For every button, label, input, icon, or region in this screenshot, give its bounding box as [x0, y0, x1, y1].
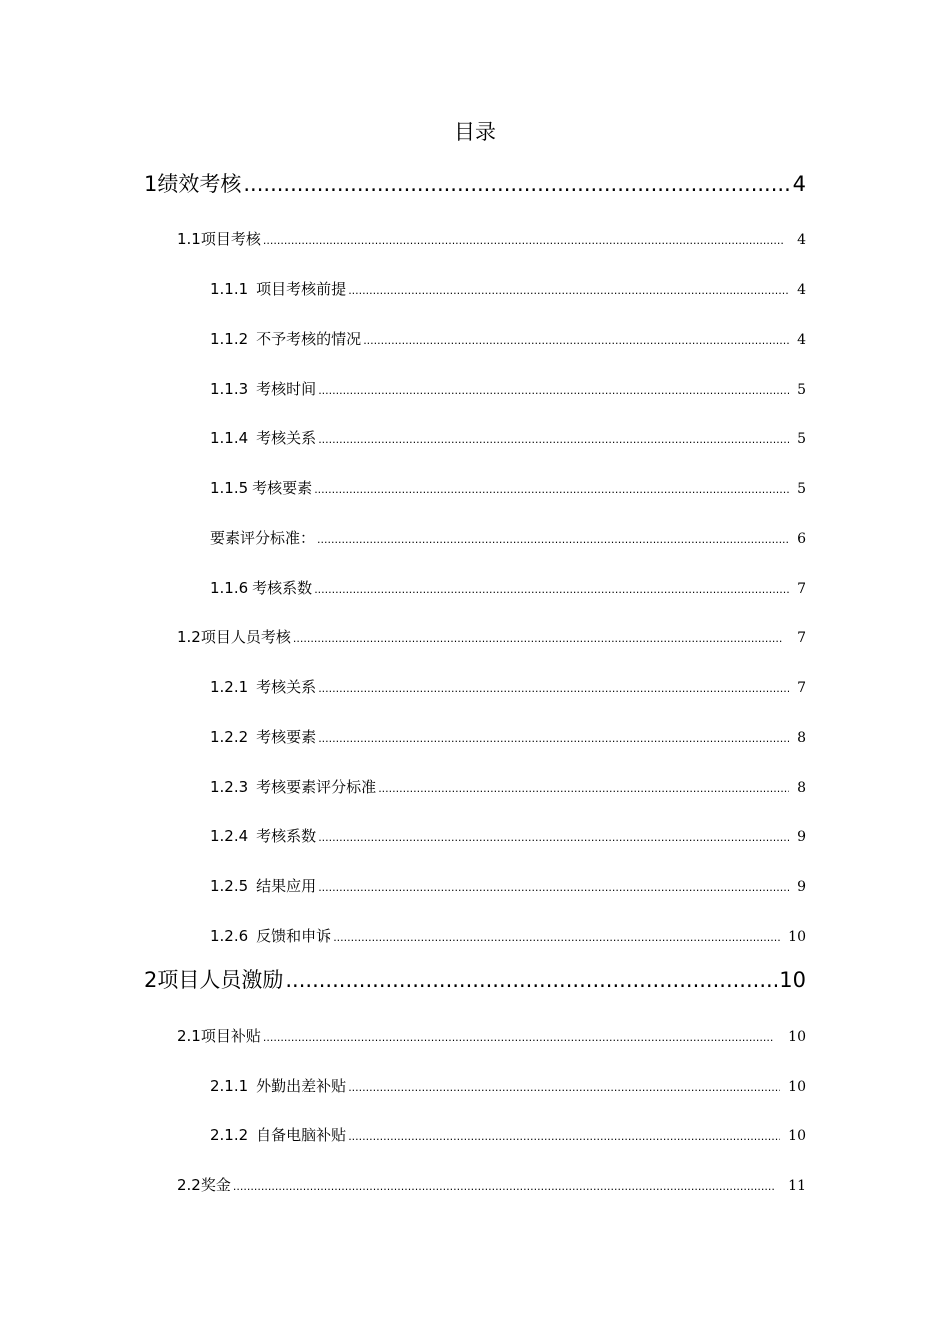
toc-entry-level3[interactable] — [210, 1124, 806, 1145]
toc-entry-number: 1.2.5 — [210, 877, 249, 895]
dot-leader — [285, 968, 777, 992]
dot-leader — [318, 881, 789, 894]
toc-entry-page: 8 — [797, 730, 806, 746]
toc-entry-level3[interactable] — [210, 676, 806, 697]
toc-entry-page: 6 — [797, 531, 806, 547]
dot-leader — [318, 831, 789, 844]
toc-entry-level2[interactable] — [177, 626, 806, 647]
toc-entry-page: 7 — [797, 581, 806, 597]
dot-leader — [293, 632, 783, 645]
toc-entry-level3[interactable] — [210, 477, 806, 498]
toc-entry-level2[interactable] — [177, 1025, 806, 1046]
dot-leader — [318, 433, 789, 446]
toc-title: 目录 — [454, 120, 496, 144]
toc-entry-page: 11 — [788, 1178, 806, 1194]
toc-entry-label: 奖金 — [200, 1176, 231, 1194]
toc-entry-level3[interactable] — [210, 328, 806, 349]
toc-entry-label: 考核时间 — [256, 380, 317, 398]
toc-entry-label: 项目考核前提 — [256, 280, 347, 298]
toc-entry-number: 1.1.6 — [210, 579, 249, 597]
toc-entry-level2[interactable] — [177, 228, 806, 249]
dot-leader — [348, 1081, 780, 1094]
toc-entry-page: 10 — [788, 929, 806, 945]
dot-leader — [233, 1180, 774, 1193]
toc-entry-number: 1.2.1 — [210, 678, 249, 696]
toc-entry-page: 10 — [779, 968, 806, 992]
toc-entry-page: 5 — [797, 431, 806, 447]
toc-entry-label: 项目人员激励 — [157, 968, 284, 992]
toc-entry-level1[interactable] — [144, 964, 806, 994]
toc-entry-number: 1.1.4 — [210, 429, 249, 447]
toc-entry-page: 5 — [797, 382, 806, 398]
toc-entry-page: 4 — [797, 232, 806, 248]
dot-leader — [318, 682, 789, 695]
toc-entry-number: 1.2.3 — [210, 778, 249, 796]
toc-entry-number: 2.2 — [177, 1176, 201, 1194]
toc-entry-label: 结果应用 — [256, 877, 317, 895]
toc-entry-level3[interactable] — [210, 527, 806, 548]
toc-entry-level3[interactable] — [210, 577, 806, 598]
toc-entry-number: 1 — [144, 172, 158, 196]
toc-entry-number: 1.2.2 — [210, 728, 249, 746]
dot-leader — [317, 533, 789, 546]
toc-entry-level3[interactable] — [210, 776, 806, 797]
toc-entry-number: 2.1 — [177, 1027, 201, 1045]
toc-entry-level3[interactable] — [210, 427, 806, 448]
toc-entry-label: 考核系数 — [256, 827, 317, 845]
toc-entry-label: 自备电脑补贴 — [256, 1126, 347, 1144]
toc-entry-number: 1.2.6 — [210, 927, 249, 945]
toc-entry-label: 项目考核 — [200, 230, 261, 248]
dot-leader — [314, 583, 789, 596]
dot-leader — [363, 334, 789, 347]
dot-leader — [243, 172, 790, 196]
toc-entry-label: 反馈和申诉 — [256, 927, 332, 945]
toc-entry-page: 10 — [788, 1029, 806, 1045]
dot-leader — [348, 1130, 780, 1143]
toc-entry-label: 要素评分标准： — [210, 529, 316, 547]
dot-leader — [263, 1031, 774, 1044]
toc-entry-number: 1.1.1 — [210, 280, 249, 298]
toc-entry-level3[interactable] — [210, 1075, 806, 1096]
toc-entry-page: 8 — [797, 780, 806, 796]
toc-entry-page: 10 — [788, 1079, 806, 1095]
toc-entry-label: 项目人员考核 — [200, 628, 291, 646]
toc-entry-number: 2 — [144, 968, 158, 992]
toc-entry-level3[interactable] — [210, 825, 806, 846]
toc-entry-page: 4 — [797, 332, 806, 348]
dot-leader — [263, 234, 783, 247]
dot-leader — [318, 732, 789, 745]
toc-entry-page: 10 — [788, 1128, 806, 1144]
toc-entry-level3[interactable] — [210, 925, 806, 946]
toc-entry-page: 4 — [792, 172, 806, 196]
toc-entry-label: 绩效考核 — [157, 172, 242, 196]
toc-entry-label: 考核要素 — [256, 728, 317, 746]
toc-entry-page: 5 — [797, 481, 806, 497]
toc-entry-number: 1.1.3 — [210, 380, 249, 398]
toc-entry-number: 1.1.2 — [210, 330, 249, 348]
toc-entry-level3[interactable] — [210, 726, 806, 747]
toc-entry-level1[interactable] — [144, 168, 806, 198]
toc-entry-page: 7 — [797, 630, 806, 646]
toc-entry-label: 考核要素评分标准 — [256, 778, 377, 796]
dot-leader — [348, 284, 789, 297]
dot-leader — [333, 931, 780, 944]
toc-entry-label: 考核关系 — [256, 429, 317, 447]
toc-entry-label: 考核关系 — [256, 678, 317, 696]
toc-entry-number: 1.2.4 — [210, 827, 249, 845]
toc-entry-level3[interactable] — [210, 875, 806, 896]
toc-entry-label: 外勤出差补贴 — [256, 1077, 347, 1095]
toc-entry-page: 9 — [797, 829, 806, 845]
toc-entry-label: 考核系数 — [252, 579, 313, 597]
toc-entry-label: 不予考核的情况 — [256, 330, 362, 348]
dot-leader — [318, 384, 789, 397]
toc-entry-level3[interactable] — [210, 378, 806, 399]
toc-entry-number: 1.1.5 — [210, 479, 249, 497]
toc-entry-number: 1.1 — [177, 230, 201, 248]
toc-entry-number: 2.1.1 — [210, 1077, 249, 1095]
toc-entry-level3[interactable] — [210, 278, 806, 299]
dot-leader — [314, 483, 789, 496]
toc-entry-page: 7 — [797, 680, 806, 696]
toc-entry-number: 2.1.2 — [210, 1126, 249, 1144]
dot-leader — [378, 782, 789, 795]
toc-entry-page: 4 — [797, 282, 806, 298]
toc-entry-label: 考核要素 — [252, 479, 313, 497]
toc-entry-page: 9 — [797, 879, 806, 895]
toc-entry-level2[interactable] — [177, 1174, 806, 1195]
toc-entry-number: 1.2 — [177, 628, 201, 646]
toc-entry-label: 项目补贴 — [200, 1027, 261, 1045]
